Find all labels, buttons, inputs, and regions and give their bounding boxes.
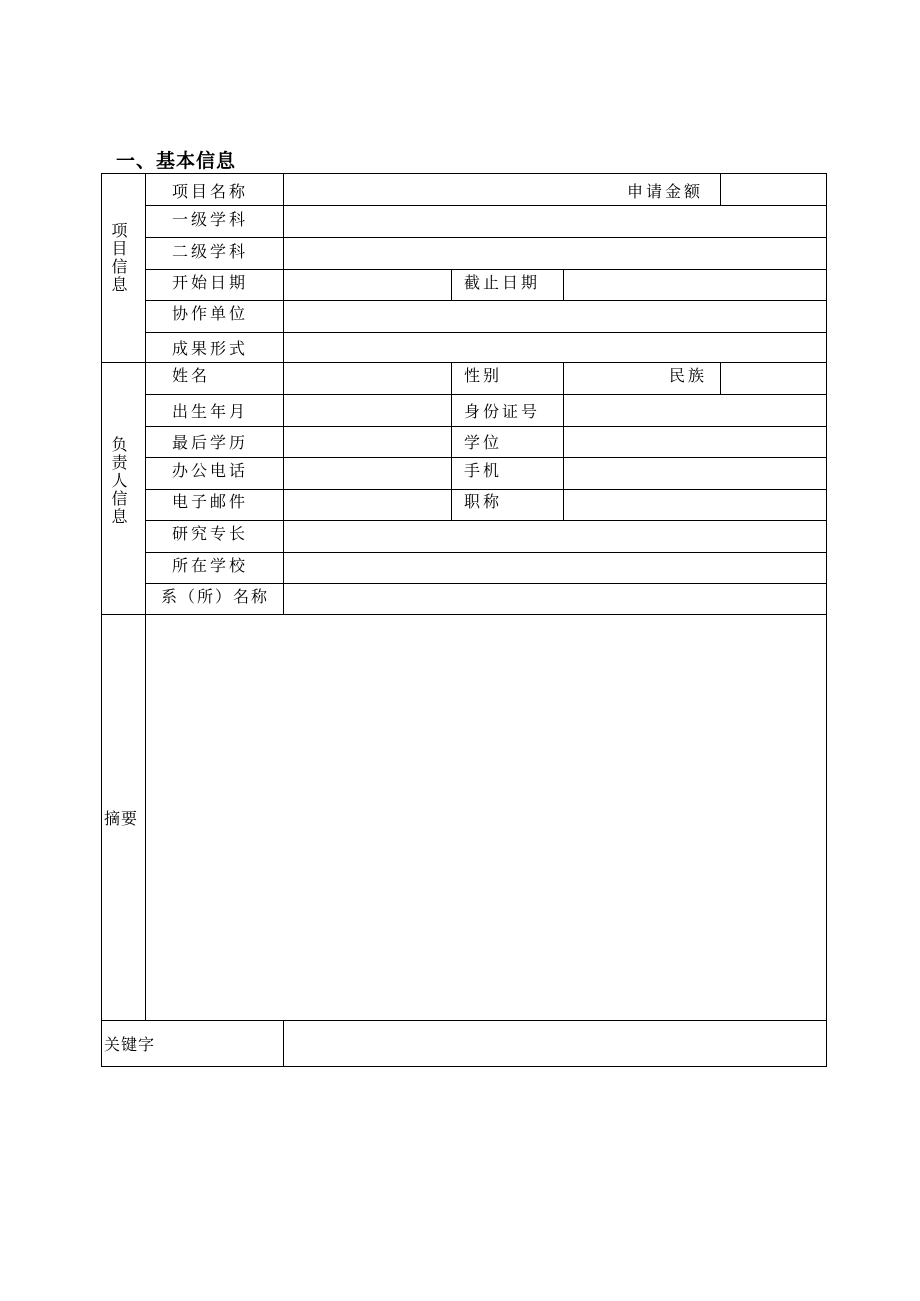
level2-discipline-field[interactable] (284, 238, 827, 269)
specialty-label: 研究专长 (172, 524, 249, 543)
ethnicity-label: 民族 (669, 366, 708, 385)
level2-discipline-label: 二级学科 (172, 242, 249, 261)
project-info-title: 项目信息 (109, 222, 128, 294)
keywords-label: 关键字 (104, 1035, 156, 1054)
education-field[interactable] (284, 427, 451, 457)
degree-field[interactable] (564, 427, 827, 457)
basic-info-table (101, 173, 827, 1067)
education-label: 最后学历 (172, 433, 249, 452)
birth-field[interactable] (284, 395, 451, 426)
name-label: 姓名 (172, 366, 211, 385)
degree-label: 学位 (464, 433, 503, 452)
end-date-label: 截止日期 (464, 273, 541, 292)
name-field[interactable] (284, 363, 451, 394)
title-rank-field[interactable] (564, 490, 827, 520)
abstract-field[interactable] (146, 615, 827, 1020)
department-label: 系（所）名称 (161, 587, 270, 606)
birth-label: 出生年月 (172, 402, 249, 421)
project-name-label: 项目名称 (172, 182, 249, 201)
id-number-label: 身份证号 (464, 402, 541, 421)
result-form-label: 成果形式 (172, 339, 249, 358)
email-label: 电子邮件 (172, 492, 249, 511)
school-label: 所在学校 (172, 556, 249, 575)
department-field[interactable] (284, 584, 827, 614)
section-heading: 一、基本信息 (116, 150, 237, 172)
gender-label: 性别 (464, 366, 503, 385)
school-field[interactable] (284, 553, 827, 583)
office-phone-label: 办公电话 (172, 461, 249, 480)
start-date-label: 开始日期 (172, 273, 249, 292)
collaborator-field[interactable] (284, 301, 827, 332)
level1-discipline-label: 一级学科 (172, 210, 249, 229)
level1-discipline-field[interactable] (284, 206, 827, 237)
email-field[interactable] (284, 490, 451, 520)
title-rank-label: 职称 (464, 492, 503, 511)
mobile-label: 手机 (464, 461, 503, 480)
abstract-label: 摘要 (104, 809, 139, 828)
mobile-field[interactable] (564, 458, 827, 489)
ethnicity-field[interactable] (721, 363, 827, 394)
id-number-field[interactable] (564, 395, 827, 426)
collaborator-label: 协作单位 (172, 304, 249, 323)
office-phone-field[interactable] (284, 458, 451, 489)
end-date-field[interactable] (564, 270, 827, 300)
leader-info-title: 负责人信息 (109, 436, 128, 526)
amount-field[interactable] (721, 174, 827, 205)
project-name-field[interactable] (284, 174, 720, 205)
amount-label: 申请金额 (627, 182, 704, 201)
start-date-field[interactable] (284, 270, 451, 300)
specialty-field[interactable] (284, 521, 827, 552)
keywords-field[interactable] (284, 1021, 827, 1066)
result-form-field[interactable] (284, 333, 827, 362)
